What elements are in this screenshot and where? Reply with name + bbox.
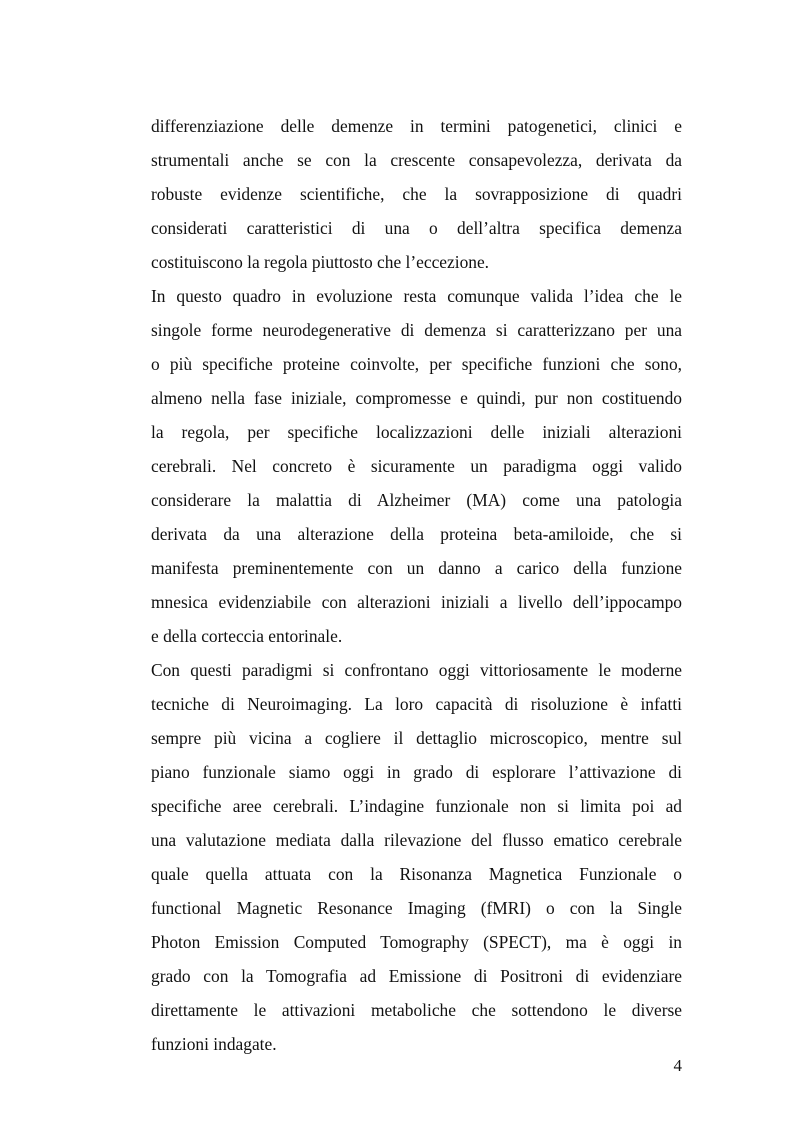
- text-line: functional Magnetic Resonance Imaging (fMRI) o con la Single: [151, 898, 682, 918]
- text-line: mnesica evidenziabile con alterazioni iniziali a livello dell’ippocampo: [151, 592, 682, 612]
- text-line: robuste evidenze scientifiche, che la sovrapposizione di quadri: [151, 184, 682, 204]
- text-line: manifesta preminentemente con un danno a carico della funzione: [151, 558, 682, 578]
- text-line: In questo quadro in evoluzione resta comunque valida l’idea che le: [151, 286, 682, 306]
- text-line: strumentali anche se con la crescente consapevolezza, derivata da: [151, 150, 682, 170]
- text-line: la regola, per specifiche localizzazioni delle iniziali alterazioni: [151, 422, 682, 442]
- text-line: direttamente le attivazioni metaboliche che sottendono le diverse: [151, 1000, 682, 1020]
- paragraph: [151, 279, 682, 653]
- text-line: considerare la malattia di Alzheimer (MA) come una patologia: [151, 490, 682, 510]
- text-line: e della corteccia entorinale.: [151, 626, 343, 646]
- text-line: derivata da una alterazione della proteina beta-amiloide, che si: [151, 524, 682, 544]
- text-line: singole forme neurodegenerative di demenza si caratterizzano per una: [151, 320, 682, 340]
- text-line: tecniche di Neuroimaging. La loro capacità di risoluzione è infatti: [151, 694, 682, 714]
- text-line: piano funzionale siamo oggi in grado di esplorare l’attivazione di: [151, 762, 682, 782]
- text-line: sempre più vicina a cogliere il dettaglio microscopico, mentre sul: [151, 728, 682, 748]
- text-line: specifiche aree cerebrali. L’indagine funzionale non si limita poi ad: [151, 796, 682, 816]
- text-line: grado con la Tomografia ad Emissione di Positroni di evidenziare: [151, 966, 682, 986]
- text-line: quale quella attuata con la Risonanza Magnetica Funzionale o: [151, 864, 682, 884]
- paragraph: [151, 653, 682, 1061]
- text-line: una valutazione mediata dalla rilevazione del flusso ematico cerebrale: [151, 830, 682, 850]
- text-line: considerati caratteristici di una o dell’altra specifica demenza: [151, 218, 682, 238]
- text-line: cerebrali. Nel concreto è sicuramente un paradigma oggi valido: [151, 456, 682, 476]
- text-line: funzioni indagate.: [151, 1034, 277, 1054]
- paragraph: [151, 109, 682, 279]
- text-line: o più specifiche proteine coinvolte, per specifiche funzioni che sono,: [151, 354, 682, 374]
- page-number: 4: [673, 1056, 682, 1075]
- text-line: costituiscono la regola piuttosto che l’eccezione.: [151, 252, 490, 272]
- text-line: almeno nella fase iniziale, compromesse e quindi, pur non costituendo: [151, 388, 682, 408]
- text-line: Con questi paradigmi si confrontano oggi vittoriosamente le moderne: [151, 660, 682, 680]
- text-line: Photon Emission Computed Tomography (SPECT), ma è oggi in: [151, 932, 682, 952]
- body-text: [151, 109, 682, 1061]
- text-line: differenziazione delle demenze in termini patogenetici, clinici e: [151, 116, 682, 136]
